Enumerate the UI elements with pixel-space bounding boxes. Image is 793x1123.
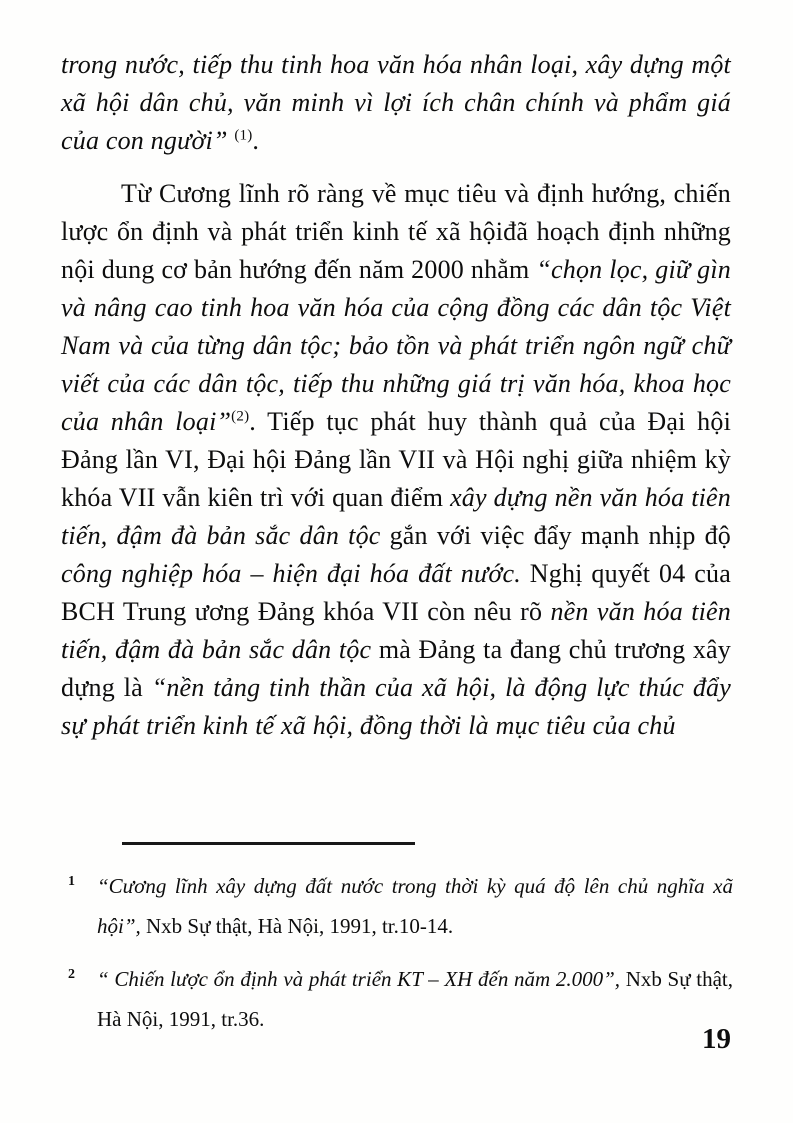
para2-italic-quote-2: “nền tảng tinh thần của xã hội, là động lực thúc đẩy sự phát triển kinh tế xã hội, đồng thời là mục tiêu của chủ xyxy=(61,673,731,740)
para1-closing-period: . xyxy=(252,126,260,155)
para2-italic-quote-1: “chọn lọc, giữ gìn và nâng cao tinh hoa văn hóa của cộng đồng các dân tộc Việt Nam và của từng dân tộc; bảo tồn và phát triển ngôn ngữ chữ viết của các dân tộc, tiếp thu những giá trị văn hóa, khoa học của nhân loại” xyxy=(61,255,731,436)
page-number: 19 xyxy=(702,1023,731,1055)
para2-italic-3: công nghiệp hóa – hiện đại hóa đất nước. xyxy=(61,559,521,588)
para2-roman-4: Nghị quyết 04 của BCH Trung ương Đảng khóa VII còn nêu rõ xyxy=(61,559,731,626)
para2-roman-2: . Tiếp tục phát huy thành quả của Đại hội Đảng lần VI, Đại hội Đảng lần VII và Hội nghị giữa nhiệm kỳ khóa VII vẫn kiên trì với quan điểm xyxy=(61,407,732,512)
para2-italic-2: xây dựng nền văn hóa tiên tiến, đậm đà bản sắc dân tộc xyxy=(61,483,732,550)
para2-roman-1: Từ Cương lĩnh rõ ràng về mục tiêu và định hướng, chiến lược ổn định và phát triển kinh tế xã hộiđã hoạch định những nội dung cơ bản hướng đến năm 2000 nhằm xyxy=(61,179,731,284)
footnotes-block xyxy=(61,866,733,1052)
paragraph-quote-continuation xyxy=(61,46,731,160)
para2-italic-4: nền văn hóa tiên tiến, đậm đà bản sắc dân tộc xyxy=(61,597,731,664)
footnote-ref-1: (1) xyxy=(234,127,253,144)
footnote-2-italic-title: “ Chiến lược ổn định và phát triển KT – XH đến năm 2.000”, xyxy=(97,967,621,991)
footnote-2-marker: 2 xyxy=(68,967,75,982)
footnote-1-publisher: Nxb Sự thật, Hà Nội, 1991, tr.10-14. xyxy=(140,914,454,938)
para2-roman-3: gắn với việc đẩy mạnh nhịp độ xyxy=(380,521,731,550)
footnote-2 xyxy=(61,959,733,1039)
footnote-separator-rule xyxy=(122,842,415,845)
footnote-1-marker: 1 xyxy=(68,874,75,889)
body-text-block xyxy=(61,46,731,745)
paragraph-main xyxy=(61,175,731,745)
footnote-1 xyxy=(61,866,733,946)
footnote-ref-2: (2) xyxy=(231,408,250,425)
para1-italic-quote: trong nước, tiếp thu tinh hoa văn hóa nhân loại, xây dựng một xã hội dân chủ, văn minh vì lợi ích chân chính và phẩm giá của con người” xyxy=(61,50,731,155)
footnote-1-italic-title: “Cương lĩnh xây dựng đất nước trong thời kỳ quá độ lên chủ nghĩa xã hội”, xyxy=(97,874,733,938)
footnote-2-publisher: Nxb Sự thật, Hà Nội, 1991, tr.36. xyxy=(97,967,733,1031)
para2-roman-5: mà Đảng ta đang chủ trương xây dựng là xyxy=(61,635,731,702)
